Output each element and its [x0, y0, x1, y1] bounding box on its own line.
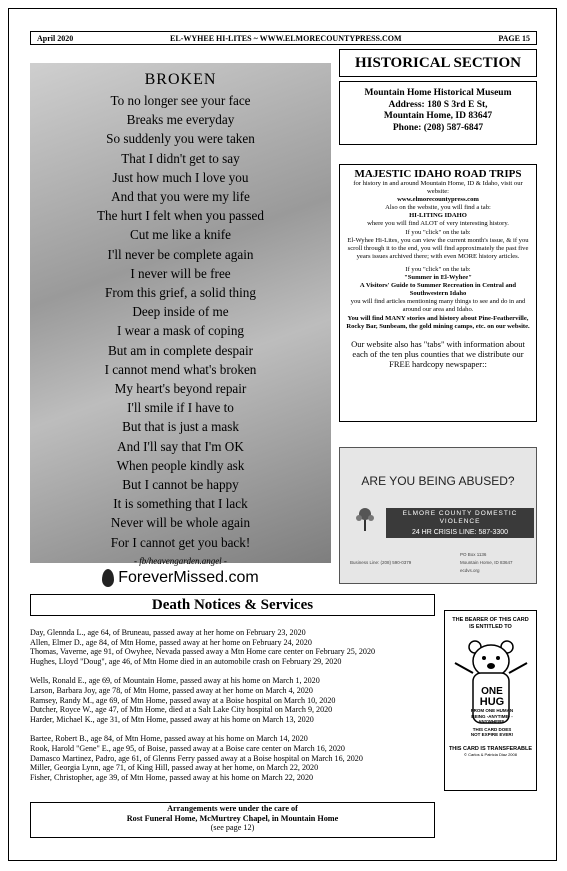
- hug-one: ONE: [481, 686, 503, 697]
- trips-text: where you will find ALOT of very interesting history.: [367, 220, 509, 228]
- poem-lines: [30, 91, 331, 552]
- poem-title: BROKEN: [144, 71, 217, 88]
- notice-entry: Day, Glennda L., age 64, of Bruneau, passed away at her home on February 23, 2020: [30, 628, 306, 637]
- hug-word: HUG: [479, 696, 505, 708]
- museum-address: Address: 180 S 3rd E St,: [388, 99, 488, 110]
- poem-line: That I didn't get to say: [121, 150, 240, 166]
- notice-entry: Thomas, Vaverne, age 91, of Owyhee, Nevada passed away a Mtn Home care center on February 25, 2020: [30, 647, 376, 657]
- notice-entry: Bartee, Robert B., age 84, of Mtn Home, passed away at his home on March 14, 2020: [30, 734, 308, 744]
- trips-text: you will find articles mentioning many things to see and do in and around our area and Idaho.: [350, 298, 526, 314]
- poem-line: It is something that I lack: [113, 496, 248, 512]
- poem-line: And that you were my life: [111, 189, 250, 205]
- arrangements-line3: (see page 12): [210, 823, 255, 832]
- notice-entry: Dutcher, Royce W., age 47, of Mtn Home, died at a Salt Lake City hospital on March 9, 2020: [30, 705, 333, 715]
- hug-card-arc-text: THE BEARER OF THIS CARD IS ENTITLED TO: [452, 617, 529, 630]
- org-website: ecdvs.org: [460, 568, 480, 573]
- flame-icon: [102, 569, 114, 587]
- hug-transferable: THIS CARD IS TRANSFERABLE: [448, 746, 533, 752]
- visitors-guide-title: A Visitors' Guide to Summer Recreation in Central and Southwestern Idaho: [359, 282, 517, 298]
- arrangements-box: [30, 802, 435, 838]
- poem-line: For I cannot get you back!: [110, 534, 251, 550]
- trips-footer: Our website also has "tabs" with information about each of the ten plus counties that we distribute our FREE hardcopy newspaper::: [351, 338, 525, 369]
- trips-text: If you "click" on the tab:: [405, 228, 471, 236]
- header-date: April 2020: [37, 33, 74, 43]
- notice-entry: Ramsey, Randy M., age 69, of Mtn Home, passed away at a Boise hospital on March 10, 2020: [30, 695, 336, 705]
- poem-line: And I'll say that I'm OK: [117, 438, 244, 454]
- trips-intro: for history in and around Mountain Home, ID & Idaho, visit our website:: [353, 180, 523, 196]
- notice-entry: Larson, Barbara Joy, age 78, of Mtn Home, passed away at her home on March 4, 2020: [30, 685, 313, 695]
- hug-expire: THIS CARD DOES NOT EXPIRE EVER!: [470, 726, 514, 737]
- museum-phone: Phone: (208) 587-6847: [392, 122, 484, 133]
- trips-text: Also on the website, you will find a tab:: [385, 204, 491, 212]
- business-line: Business Line: (208) 590-0379: [350, 560, 412, 565]
- death-notices-list: [30, 628, 430, 792]
- tab-hi-liting-idaho: HI-LITING IDAHO: [409, 212, 467, 220]
- notice-entry: Fisher, Christopher, age 39, of Mtn Home, passed away at his home on March 22, 2020: [30, 772, 314, 782]
- poem-line: The hurt I felt when you passed: [97, 208, 264, 224]
- poem-line: But that is just a mask: [122, 419, 239, 435]
- notice-entry: Rook, Harold "Gene" E., age 95, of Boise, passed away at a Boise care center on March 16, 2020: [30, 743, 345, 753]
- abuse-question: ARE YOU BEING ABUSED?: [361, 474, 515, 488]
- hug-badge: [469, 686, 515, 738]
- museum-name: Mountain Home Historical Museum: [364, 88, 512, 98]
- poem-line: To no longer see your face: [110, 93, 251, 108]
- poem-line: My heart's beyond repair: [114, 381, 247, 397]
- road-trips-box: [339, 164, 537, 422]
- poem-line: From this grief, a solid thing: [105, 285, 256, 301]
- hug-copyright: © Carlos & Patricia Diaz 2008: [464, 752, 517, 757]
- poem-line: I'll never be complete again: [107, 246, 254, 262]
- museum-info-box: [339, 81, 537, 145]
- notice-entry: Miller, Georgia Lynn, age 71, of King Hill, passed away at her home, on March 22, 2020: [30, 763, 319, 773]
- trips-text: El-Wyhee Hi-Lites, you can view the current month's issue, & if you scroll through it to the end, you will find approximately the past five years issues archived there; with even MORE history articles.: [347, 236, 529, 260]
- website-link[interactable]: www.elmorecountypress.com: [397, 196, 479, 204]
- notice-group: [30, 676, 430, 724]
- organization-name: ELMORE COUNTY DOMESTIC VIOLENCE: [402, 510, 518, 525]
- trips-text: If you "click" on the tab:: [405, 265, 471, 273]
- tree-icon: [354, 506, 376, 532]
- brand-text: ForeverMissed.com: [118, 568, 259, 586]
- po-box: PO Box 1136: [460, 552, 487, 557]
- crisis-banner: [386, 508, 534, 538]
- poem-line: So suddenly you were taken: [106, 131, 255, 147]
- historical-section-title: HISTORICAL SECTION: [339, 49, 537, 77]
- org-city: Mountain Home, ID 83647: [460, 560, 513, 565]
- poem-line: Cut me like a knife: [129, 227, 232, 243]
- notice-group: [30, 734, 430, 782]
- poem-line: Just how much I love you: [112, 169, 249, 185]
- page-header: [30, 31, 537, 45]
- poem-line: I cannot mend what's broken: [104, 361, 257, 377]
- notice-entry: Damasco Martinez, Padro, age 61, of Glenns Ferry passed away at a Boise hospital on March 16, 2020: [30, 753, 363, 763]
- poem-line: When people kindly ask: [116, 457, 245, 473]
- poem-line: I never will be free: [130, 265, 231, 281]
- poem-line: But I cannot be happy: [122, 477, 239, 493]
- notice-entry: Hughes, Lloyd "Doug", age 46, of Mtn Home died in an automobile crash on February 29, 2020: [30, 656, 342, 666]
- tab-summer-in-el-wyhee: "Summer in El-Wyhee": [404, 274, 472, 282]
- poem-line: Breaks me everyday: [126, 112, 235, 128]
- notice-entry: Harder, Michael K., age 31, of Mtn Home, passed away at his home on March 13, 2020: [30, 714, 314, 724]
- notice-entry: Wells, Ronald E., age 69, of Mountain Home, passed away at his home on March 1, 2020: [30, 676, 320, 686]
- notice-group: [30, 628, 430, 666]
- header-page-number: PAGE 15: [498, 33, 530, 43]
- arrangements-line1: Arrangements were under the care of: [167, 804, 298, 813]
- poem-credit: - fb/heavengarden.angel -: [134, 555, 227, 566]
- museum-city: Mountain Home, ID 83647: [383, 111, 493, 121]
- poem-line: I'll smile if I have to: [127, 400, 234, 416]
- trips-text: You will find MANY stories and history about Pine-Featherville, Rocky Bar, Sunbeam, the gold mining camps, etc. on our website.: [346, 314, 530, 330]
- crisis-line: 24 HR CRISIS LINE: 587-3300: [411, 529, 509, 536]
- notice-entry: Allen, Elmer D., age 84, of Mtn Home, passed away at her home on February 24, 2020: [30, 637, 312, 647]
- poem-line: Deep inside of me: [132, 304, 229, 320]
- hug-from: FROM ONE HUMAN BEING -ANYTIME- -ANYWHERE-: [470, 708, 514, 724]
- road-trips-title: MAJESTIC IDAHO ROAD TRIPS: [354, 168, 522, 180]
- arrangements-line2: Rost Funeral Home, McMurtrey Chapel, in Mountain Home: [126, 813, 339, 823]
- forevermissed-logo: [30, 569, 331, 587]
- poem-panel: [30, 63, 331, 586]
- domestic-violence-ad: [339, 447, 537, 584]
- header-publication: EL-WYHEE HI-LITES ~ WWW.ELMORECOUNTYPRESS.COM: [170, 33, 402, 43]
- poem-line: I wear a mask of coping: [116, 323, 245, 339]
- poem-line: But am in complete despair: [107, 342, 254, 358]
- hug-card: [444, 610, 537, 791]
- poem-line: Never will be whole again: [110, 515, 251, 531]
- death-notices-title: Death Notices & Services: [30, 594, 435, 616]
